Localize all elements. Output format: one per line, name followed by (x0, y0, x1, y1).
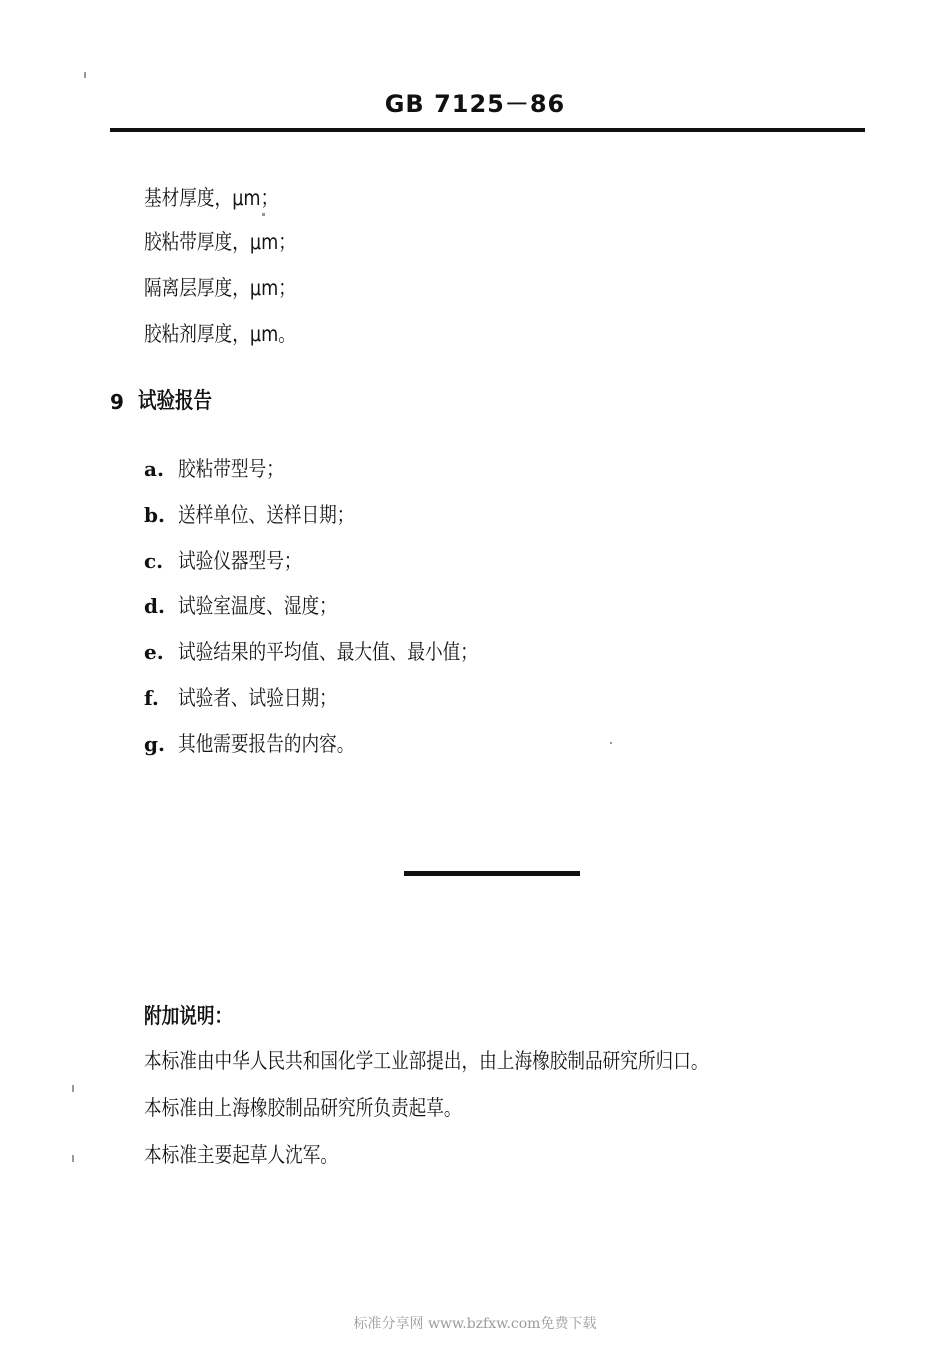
report-item-text: 试验仪器型号； (178, 549, 302, 573)
scan-speck (84, 72, 86, 78)
scan-speck (610, 742, 612, 744)
units-item: 胶粘剂厚度，μm。 (144, 322, 296, 346)
report-item-letter: g. (144, 732, 165, 756)
note-line: 本标准主要起草人沈军。 (144, 1143, 339, 1167)
standard-code: GB 7125－86 (384, 90, 566, 118)
report-item-letter: a. (144, 457, 164, 481)
report-item-letter: c. (144, 549, 164, 573)
section-number: 9 (110, 390, 124, 414)
footer-watermark: 标准分享网 www.bzfxw.com免费下载 (353, 1316, 597, 1332)
note-line: 本标准由中华人民共和国化学工业部提出，由上海橡胶制品研究所归口。 (144, 1049, 709, 1073)
scan-speck (72, 1085, 74, 1092)
report-item-text: 胶粘带型号； (178, 457, 284, 481)
units-item: 基材厚度，μm； (144, 186, 279, 210)
report-item-letter: f. (144, 686, 159, 710)
report-item-letter: d. (144, 594, 165, 618)
report-item-text: 其他需要报告的内容。 (178, 732, 355, 756)
additional-notes-title: 附加说明： (144, 1004, 233, 1028)
scan-speck (72, 1155, 74, 1162)
scan-speck (262, 213, 265, 216)
section-title: 试验报告 (138, 389, 212, 414)
report-item-letter: b. (144, 503, 165, 527)
end-of-text-rule (404, 871, 580, 876)
units-item: 隔离层厚度，μm； (144, 276, 296, 300)
report-item-letter: e. (144, 640, 164, 664)
report-item-text: 试验者、试验日期； (178, 686, 337, 710)
header-rule (110, 128, 865, 132)
report-item-text: 试验室温度、湿度； (178, 594, 337, 618)
report-item-text: 送样单位、送样日期； (178, 503, 355, 527)
report-item-text: 试验结果的平均值、最大值、最小值； (178, 640, 478, 664)
units-item: 胶粘带厚度，μm； (144, 230, 296, 254)
note-line: 本标准由上海橡胶制品研究所负责起草。 (144, 1096, 462, 1120)
